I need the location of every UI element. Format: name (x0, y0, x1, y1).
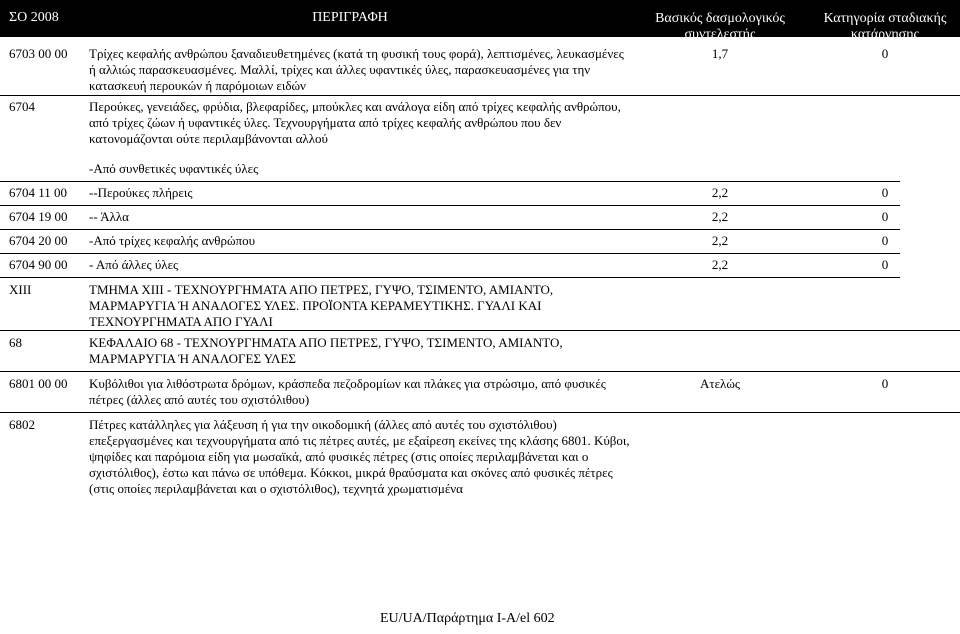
staging-category: 0 (881, 46, 889, 61)
description-line: - Από άλλες ύλες (89, 257, 179, 272)
description-line: κατασκευή περουκών ή παρόμοιων ειδών (89, 78, 306, 93)
row-divider (0, 330, 960, 331)
table-header (0, 0, 960, 42)
base-rate: 2,2 (711, 233, 729, 248)
staging-category: 0 (881, 209, 889, 224)
tariff-description (89, 233, 255, 249)
description-line: (στις οποίες περιλαμβάνεται και ο σχιστόλιθος), τεχνητά χρωματισμένα (89, 481, 463, 496)
description-line: πέτρες (άλλες από αυτές του σχιστόλιθου) (89, 392, 310, 407)
description-line: Πέτρες κατάλληλες για λάξευση ή για την οικοδομική (άλλες από αυτές του σχιστόλιθου) (89, 417, 557, 432)
description-line: --Περούκες πλήρεις (89, 185, 193, 200)
header-code: ΣΟ 2008 (9, 10, 59, 25)
base-rate: 2,2 (711, 185, 729, 200)
tariff-description (89, 46, 624, 94)
header-description: ΠΕΡΙΓΡΑΦΗ (312, 10, 388, 25)
description-line: επεξεργασμένες και τεχνουργήματα από τις πέτρες αυτές, με εξαίρεση εκείνες της κλάσης 6801. Κύβοι, (89, 433, 630, 448)
tariff-description (89, 417, 630, 497)
base-rate: 2,2 (711, 209, 729, 224)
description-line: ΤΕΧΝΟΥΡΓΗΜΑΤΑ ΑΠΟ ΓΥΑΛΙ (89, 314, 273, 329)
base-rate: Ατελώς (699, 376, 741, 391)
header-category: Κατηγορία σταδιακής κατάργησης (823, 11, 947, 42)
base-rate: 2,2 (711, 257, 729, 272)
tariff-description (89, 185, 192, 201)
tariff-code: 6704 20 00 (9, 233, 68, 248)
tariff-description (89, 376, 606, 408)
description-line: ΜΑΡΜΑΡΥΓΙΑ Ή ΑΝΑΛΟΓΕΣ ΥΛΕΣ. ΠΡΟΪΟΝΤΑ ΚΕΡΑΜΕΥΤΙΚΗΣ. ΓΥΑΛΙ ΚΑΙ (89, 298, 542, 313)
tariff-description (89, 282, 553, 330)
description-line: -Από συνθετικές υφαντικές ύλες (89, 161, 259, 176)
staging-category: 0 (881, 257, 889, 272)
tariff-description (89, 257, 178, 273)
page-footer: EU/UA/Παράρτημα I-A/el 602 (380, 611, 555, 626)
row-divider (0, 277, 900, 278)
staging-category: 0 (881, 376, 889, 391)
base-rate: 1,7 (711, 46, 729, 61)
description-line: Κυβόλιθοι για λιθόστρωτα δρόμων, κράσπεδα πεζοδρομίων και πλάκες για στρώσιμο, από φυσικές (89, 376, 606, 391)
row-divider (0, 95, 960, 96)
description-line: σχιστόλιθος), έστω και πάνω σε υπόθεμα. Κόκκοι, μικρά θραύσματα και σκόνες από φυσικές πέτρες (89, 465, 613, 480)
tariff-description (89, 99, 621, 147)
description-line: ψηφίδες και παρόμοια είδη για μωσαϊκά, από φυσικές πέτρες (στις οποίες περιλαμβάνεται και ο (89, 449, 589, 464)
row-divider (0, 229, 900, 230)
tariff-code: 6802 (9, 417, 35, 432)
tariff-code: 6703 00 00 (9, 46, 68, 61)
description-line: ή αλλιώς παρασκευασμένες. Μαλλί, τρίχες και άλλες υφαντικές ύλες, παρασκευασμένες για την (89, 62, 591, 77)
tariff-description (89, 161, 258, 177)
tariff-description (89, 335, 563, 367)
description-line: ΚΕΦΑΛΑΙΟ 68 - ΤΕΧΝΟΥΡΓΗΜΑΤΑ ΑΠΟ ΠΕΤΡΕΣ, ΓΥΨΟ, ΤΣΙΜΕΝΤΟ, ΑΜΙΑΝΤΟ, (89, 335, 563, 350)
staging-category: 0 (881, 233, 889, 248)
description-line: -Από τρίχες κεφαλής ανθρώπου (89, 233, 256, 248)
row-divider (0, 181, 900, 182)
tariff-code: 68 (9, 335, 22, 350)
row-divider (0, 412, 960, 413)
tariff-code: 6704 19 00 (9, 209, 68, 224)
staging-category: 0 (881, 185, 889, 200)
tariff-code: 6704 11 00 (9, 185, 68, 200)
tariff-code: 6704 (9, 99, 35, 114)
tariff-description (89, 209, 129, 225)
description-line: από τρίχες ζώων ή υφαντικές ύλες. Τεχνουργήματα από τρίχες κεφαλής ανθρώπου που δεν (89, 115, 562, 130)
row-divider (0, 371, 960, 372)
description-line: ΤΜΗΜΑ XIII - ΤΕΧΝΟΥΡΓΗΜΑΤΑ ΑΠΟ ΠΕΤΡΕΣ, ΓΥΨΟ, ΤΣΙΜΕΝΤΟ, ΑΜΙΑΝΤΟ, (89, 282, 554, 297)
description-line: -- Άλλα (89, 209, 129, 224)
description-line: Περούκες, γενειάδες, φρύδια, βλεφαρίδες, μπούκλες και ανάλογα είδη από τρίχες κεφαλής ανθρώπου, (89, 99, 621, 114)
description-line: κατονομάζονται ούτε περιλαμβάνονται αλλού (89, 131, 328, 146)
tariff-code: 6704 90 00 (9, 257, 68, 272)
row-divider (0, 253, 900, 254)
description-line: ΜΑΡΜΑΡΥΓΙΑ Ή ΑΝΑΛΟΓΕΣ ΥΛΕΣ (89, 351, 296, 366)
tariff-code: XIII (9, 282, 32, 297)
description-line: Τρίχες κεφαλής ανθρώπου ξαναδιευθετημένες (κατά τη φυσική τους φορά), λεπτισμένες, λευκασμένες (89, 46, 624, 61)
header-rate: Βασικός δασμολογικός συντελεστής (655, 11, 785, 42)
row-divider (0, 205, 900, 206)
tariff-code: 6801 00 00 (9, 376, 68, 391)
